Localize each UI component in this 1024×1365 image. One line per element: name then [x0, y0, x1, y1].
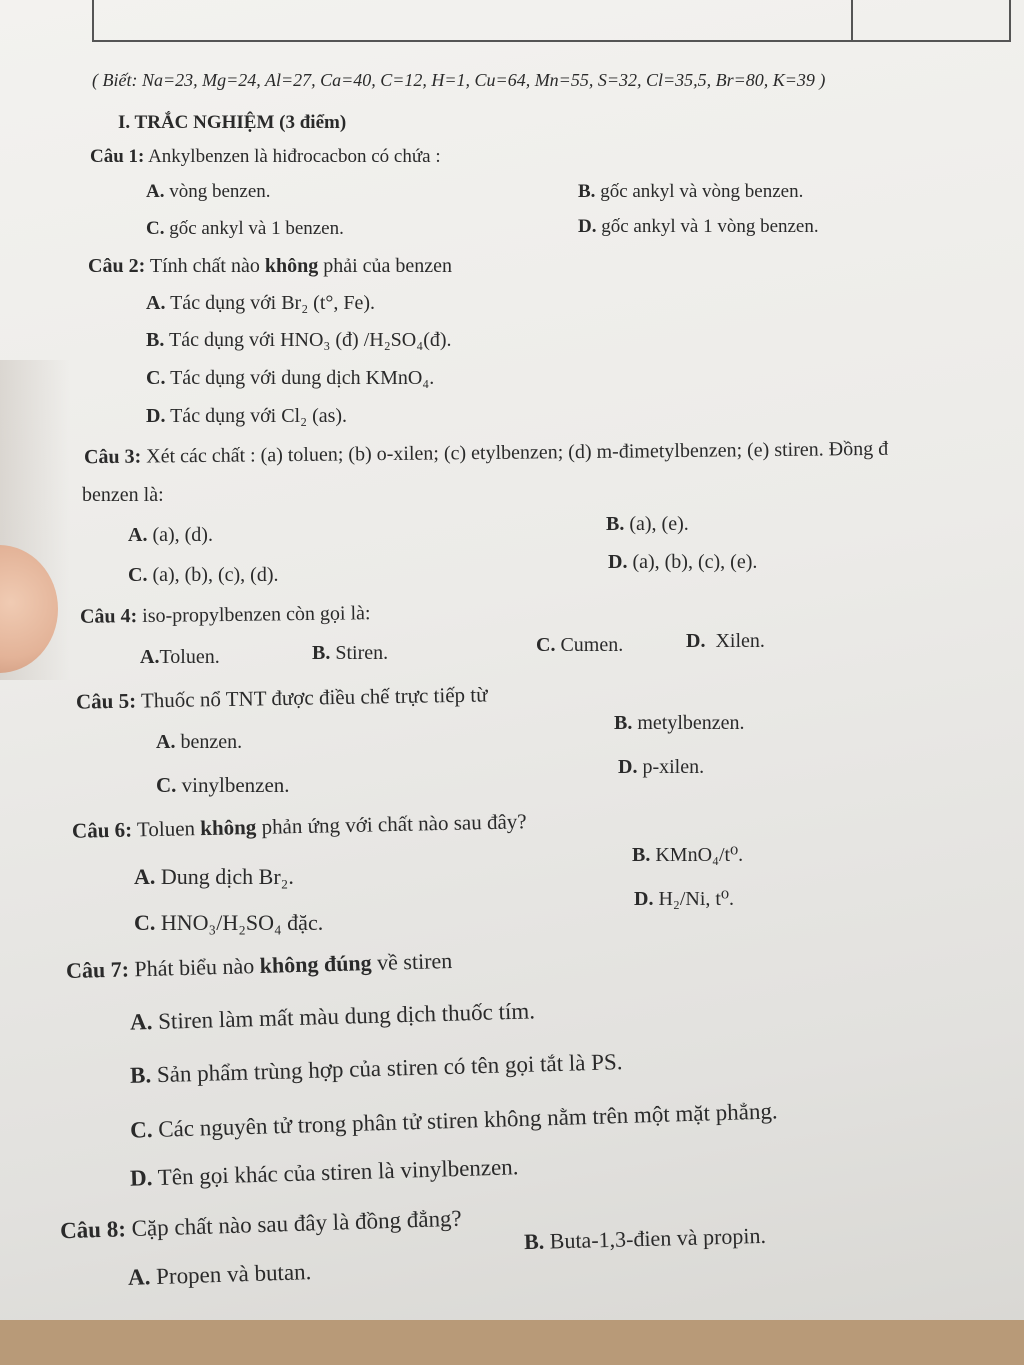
question-8: Câu 8: Cặp chất nào sau đây là đồng đẳng? [59, 1205, 463, 1244]
q5-option-b: B. metylbenzen. [614, 712, 745, 734]
question-6: Câu 6: Toluen không phản ứng với chất nào sau đây? [71, 809, 527, 843]
q1-option-a: A. vòng benzen. [146, 181, 271, 202]
question-2: Câu 2: Tính chất nào không phải của benzen [88, 255, 453, 277]
q2-option-b: B. Tác dụng với HNO₃ (đ) /H₂SO₄(đ). [146, 329, 452, 351]
question-3: Câu 3: Xét các chất : (a) toluen; (b) o-xilen; (c) etylbenzen; (d) m-đimetylbenzen; (e) stiren. Đồng đ [83, 437, 889, 469]
q1-option-c: C. gốc ankyl và 1 benzen. [146, 218, 344, 239]
header-box [92, 0, 1011, 42]
question-1: Câu 1: Ankylbenzen là hiđrocacbon có chứa : [90, 146, 441, 167]
q4-option-d: D. Xilen. [686, 630, 765, 652]
question-7: Câu 7: Phát biểu nào không đúng về stiren [65, 947, 453, 984]
q6-option-d: D. H₂/Ni, t⁰. [634, 888, 734, 910]
question-4: Câu 4: iso-propylbenzen còn gọi là: [79, 602, 371, 628]
q3-option-d: D. (a), (b), (c), (e). [608, 551, 758, 573]
q2-option-c: C. Tác dụng với dung dịch KMnO₄. [146, 367, 435, 389]
given-atomic-masses: ( Biết: Na=23, Mg=24, Al=27, Ca=40, C=12, H=1, Cu=64, Mn=55, S=32, Cl=35,5, Br=80, K=39 ) [92, 70, 826, 90]
q4-option-b: B. Stiren. [312, 642, 389, 664]
q3-option-a: A. (a), (d). [128, 524, 213, 546]
section-title: I. TRẮC NGHIỆM (3 điểm) [118, 112, 347, 133]
q7-option-a: A. Stiren làm mất màu dung dịch thuốc tím. [129, 998, 536, 1035]
q2-option-d: D. Tác dụng với Cl₂ (as). [146, 405, 348, 427]
q3-option-b: B. (a), (e). [606, 513, 689, 535]
q1-option-d: D. gốc ankyl và 1 vòng benzen. [578, 216, 819, 237]
q4-option-a: A.Toluen. [140, 646, 220, 668]
q2-option-a: A. Tác dụng với Br₂ (t°, Fe). [146, 292, 376, 314]
q8-option-a: A. Propen và butan. [127, 1259, 312, 1290]
q1-option-b: B. gốc ankyl và vòng benzen. [578, 181, 804, 202]
question-3-cont: benzen là: [82, 484, 164, 506]
q7-option-c: C. Các nguyên tử trong phân tử stiren không nằm trên một mặt phẳng. [129, 1098, 778, 1143]
q7-option-b: B. Sản phẩm trùng hợp của stiren có tên gọi tắt là PS. [129, 1049, 623, 1088]
question-5: Câu 5: Thuốc nổ TNT được điều chế trực tiếp từ [75, 682, 488, 714]
q6-option-b: B. KMnO₄/t⁰. [632, 844, 744, 866]
q5-option-d: D. p-xilen. [618, 756, 705, 778]
q5-option-c: C. vinylbenzen. [156, 773, 290, 797]
q4-option-c: C. Cumen. [536, 634, 624, 656]
q6-option-c: C. HNO₃/H₂SO₄ đặc. [134, 910, 324, 935]
q3-option-c: C. (a), (b), (c), (d). [128, 564, 279, 586]
q6-option-a: A. Dung dịch Br₂. [134, 864, 294, 889]
q7-option-d: D. Tên gọi khác của stiren là vinylbenzen. [129, 1154, 519, 1191]
q5-option-a: A. benzen. [156, 731, 243, 753]
q8-option-b: B. Buta-1,3-đien và propin. [523, 1222, 767, 1255]
